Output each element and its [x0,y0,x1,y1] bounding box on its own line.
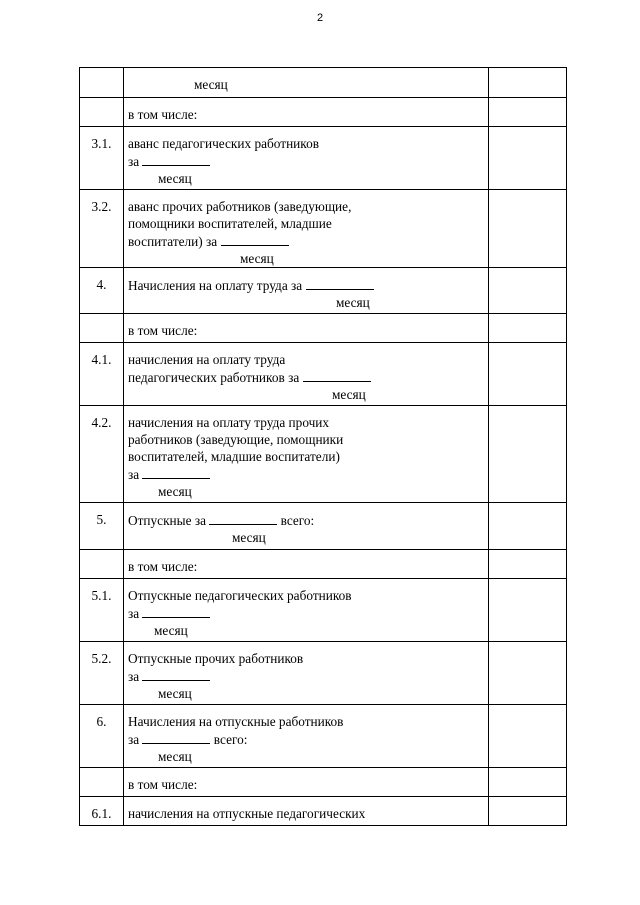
description-line: в том числе: [128,323,198,338]
value-cell[interactable] [489,314,567,343]
row-description [124,768,489,797]
description-line: Отпускные педагогических работников [128,588,352,603]
description-line: Начисления на отпускные работников [128,714,344,729]
row-number: 3.1. [80,127,124,190]
row-number: 6. [80,705,124,768]
description-line: за [128,152,488,170]
table-row [80,127,567,190]
month-caption: месяц [194,77,228,92]
value-cell[interactable] [489,127,567,190]
row-number [80,314,124,343]
value-cell[interactable] [489,705,567,768]
fill-in-blank[interactable] [142,465,210,479]
table-row [80,768,567,797]
table-row [80,797,567,826]
row-description [124,343,489,406]
table-row [80,503,567,550]
row-number: 5.2. [80,642,124,705]
description-line: Отпускные прочих работников [128,651,304,666]
month-caption: месяц [158,484,192,499]
value-cell[interactable] [489,503,567,550]
value-cell[interactable] [489,190,567,268]
row-description [124,406,489,503]
table-row [80,343,567,406]
row-number: 4. [80,268,124,314]
fill-in-blank[interactable] [142,152,210,166]
description-line: помощники воспитателей, младшие [128,216,332,231]
description-line: за [128,667,488,685]
page-number: 2 [316,12,324,24]
fill-in-blank[interactable] [142,730,210,744]
value-cell[interactable] [489,343,567,406]
row-number [80,68,124,98]
row-description [124,268,489,314]
value-cell[interactable] [489,579,567,642]
description-line: в том числе: [128,777,198,792]
row-number [80,550,124,579]
month-caption: месяц [332,387,366,402]
table-row [80,190,567,268]
value-cell[interactable] [489,550,567,579]
month-caption: месяц [336,295,370,310]
row-description [124,705,489,768]
table-row [80,98,567,127]
value-cell[interactable] [489,797,567,826]
table-row [80,268,567,314]
value-cell[interactable] [489,768,567,797]
row-description [124,68,489,98]
month-caption: месяц [240,251,274,266]
table-row [80,579,567,642]
fill-in-blank[interactable] [142,604,210,618]
table-row [80,68,567,98]
description-line: за [128,465,488,483]
row-description [124,503,489,550]
row-number: 6.1. [80,797,124,826]
fill-in-blank[interactable] [142,667,210,681]
fill-in-blank[interactable] [209,511,277,525]
description-line: аванс прочих работников (заведующие, [128,199,352,214]
description-line: начисления на оплату труда [128,352,286,367]
month-caption: месяц [154,623,188,638]
row-description [124,98,489,127]
value-cell[interactable] [489,268,567,314]
table-row [80,550,567,579]
description-line: за [128,604,488,622]
fill-in-blank[interactable] [221,232,289,246]
month-caption: месяц [158,686,192,701]
row-number [80,98,124,127]
row-number: 4.2. [80,406,124,503]
month-caption: месяц [232,530,266,545]
row-number: 5. [80,503,124,550]
row-description [124,579,489,642]
month-caption: месяц [158,749,192,764]
description-line: начисления на отпускные педагогических [128,806,366,821]
row-description [124,190,489,268]
description-line: воспитатели) за [128,232,488,250]
row-number: 4.1. [80,343,124,406]
description-line: работников (заведующие, помощники [128,432,344,447]
row-description [124,314,489,343]
row-description [124,642,489,705]
fill-in-blank[interactable] [306,276,374,290]
row-description [124,127,489,190]
fill-in-blank[interactable] [303,368,371,382]
value-cell[interactable] [489,406,567,503]
table-row [80,642,567,705]
row-description [124,797,489,826]
month-caption: месяц [158,171,192,186]
description-line: педагогических работников за [128,368,488,386]
description-line: Отпускные за всего: [128,513,315,528]
description-line: за всего: [128,732,248,747]
table-row [80,705,567,768]
row-description [124,550,489,579]
value-cell[interactable] [489,642,567,705]
description-line: начисления на оплату труда прочих [128,415,330,430]
description-line: Начисления на оплату труда за [128,276,488,294]
description-line: в том числе: [128,107,198,122]
row-number: 5.1. [80,579,124,642]
report-table [79,67,567,826]
row-number [80,768,124,797]
value-cell[interactable] [489,68,567,98]
table-row [80,314,567,343]
table-row [80,406,567,503]
row-number: 3.2. [80,190,124,268]
description-line: воспитателей, младшие воспитатели) [128,449,340,464]
description-line: в том числе: [128,559,198,574]
value-cell[interactable] [489,98,567,127]
description-line: аванс педагогических работников [128,136,320,151]
